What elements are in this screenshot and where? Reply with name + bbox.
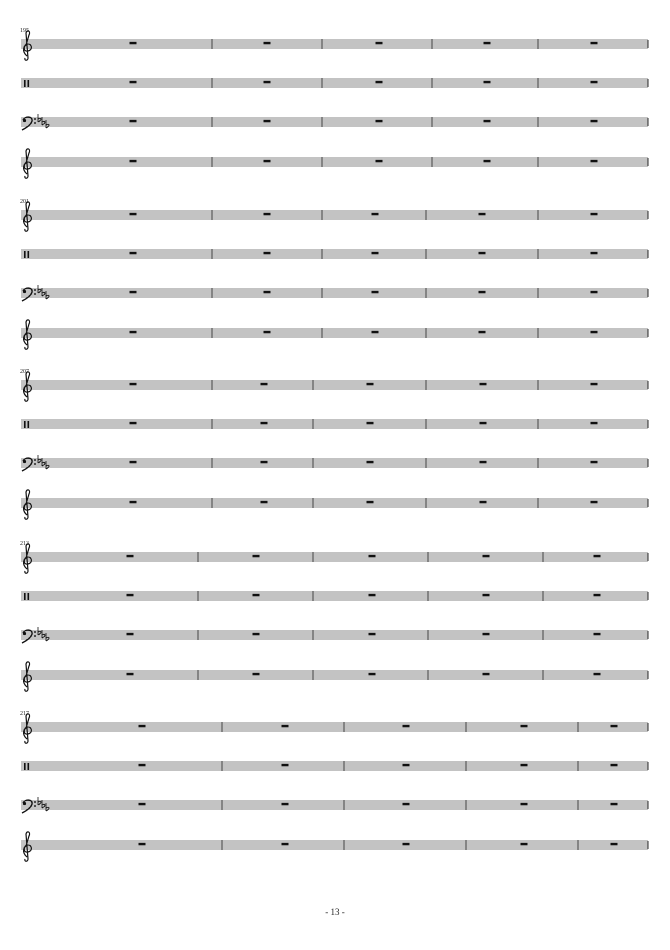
treble-staff-2	[21, 490, 648, 519]
measure-number: 217	[20, 711, 29, 717]
whole-rest	[591, 120, 598, 123]
whole-rest	[253, 594, 260, 597]
whole-rest	[372, 331, 379, 334]
whole-rest	[480, 383, 487, 386]
whole-rest	[480, 461, 487, 464]
bass-clef-icon	[22, 630, 36, 643]
whole-rest	[591, 42, 598, 45]
whole-rest	[264, 160, 271, 163]
treble-clef-icon	[24, 31, 32, 60]
percussion-staff	[21, 591, 648, 601]
whole-rest	[591, 291, 598, 294]
whole-rest	[403, 764, 410, 767]
whole-rest	[369, 555, 376, 558]
whole-rest	[282, 843, 289, 846]
percussion-staff	[21, 78, 648, 88]
whole-rest	[261, 383, 268, 386]
page-number: - 13 -	[325, 907, 345, 917]
whole-rest	[367, 461, 374, 464]
whole-rest	[479, 291, 486, 294]
whole-rest	[611, 764, 618, 767]
whole-rest	[594, 673, 601, 676]
whole-rest	[130, 331, 137, 334]
whole-rest	[264, 252, 271, 255]
whole-rest	[376, 160, 383, 163]
whole-rest	[611, 843, 618, 846]
treble-clef-icon	[24, 372, 32, 401]
whole-rest	[483, 555, 490, 558]
bass-staff	[21, 627, 648, 643]
whole-rest	[591, 383, 598, 386]
whole-rest	[127, 555, 134, 558]
whole-rest	[591, 252, 598, 255]
whole-rest	[483, 673, 490, 676]
whole-rest	[479, 331, 486, 334]
system	[21, 714, 648, 861]
whole-rest	[483, 633, 490, 636]
whole-rest	[130, 120, 137, 123]
whole-rest	[127, 594, 134, 597]
whole-rest	[130, 291, 137, 294]
whole-rest	[264, 42, 271, 45]
whole-rest	[367, 501, 374, 504]
treble-clef-icon	[24, 714, 32, 743]
whole-rest	[130, 42, 137, 45]
whole-rest	[591, 501, 598, 504]
whole-rest	[253, 673, 260, 676]
treble-staff	[21, 202, 648, 231]
treble-staff-2	[21, 832, 648, 861]
whole-rest	[521, 803, 528, 806]
bass-staff	[21, 455, 648, 471]
whole-rest	[480, 422, 487, 425]
whole-rest	[130, 81, 137, 84]
whole-rest	[369, 633, 376, 636]
treble-clef-icon	[24, 832, 32, 861]
whole-rest	[591, 331, 598, 334]
whole-rest	[594, 633, 601, 636]
treble-clef-icon	[24, 149, 32, 178]
measure-number: 201	[20, 199, 29, 205]
whole-rest	[367, 422, 374, 425]
whole-rest	[139, 843, 146, 846]
whole-rest	[139, 764, 146, 767]
whole-rest	[479, 213, 486, 216]
treble-staff	[21, 31, 648, 60]
bass-staff	[21, 285, 648, 301]
treble-staff	[21, 714, 648, 743]
whole-rest	[130, 501, 137, 504]
whole-rest	[130, 213, 137, 216]
percussion-staff	[21, 249, 648, 259]
whole-rest	[253, 633, 260, 636]
whole-rest	[264, 81, 271, 84]
treble-staff	[21, 544, 648, 573]
whole-rest	[264, 291, 271, 294]
whole-rest	[130, 461, 137, 464]
whole-rest	[372, 291, 379, 294]
whole-rest	[403, 803, 410, 806]
whole-rest	[484, 120, 491, 123]
whole-rest	[261, 501, 268, 504]
treble-staff-2	[21, 320, 648, 349]
whole-rest	[367, 383, 374, 386]
whole-rest	[594, 555, 601, 558]
whole-rest	[611, 725, 618, 728]
whole-rest	[521, 764, 528, 767]
system	[21, 372, 648, 519]
whole-rest	[376, 81, 383, 84]
bass-clef-icon	[22, 800, 36, 813]
whole-rest	[130, 160, 137, 163]
treble-staff-2	[21, 149, 648, 178]
whole-rest	[261, 461, 268, 464]
whole-rest	[403, 843, 410, 846]
system	[21, 202, 648, 349]
whole-rest	[130, 422, 137, 425]
bass-clef-icon	[22, 458, 36, 471]
whole-rest	[372, 252, 379, 255]
measure-number: 195	[20, 28, 29, 34]
whole-rest	[594, 594, 601, 597]
system	[21, 31, 648, 178]
treble-clef-icon	[24, 202, 32, 231]
system	[21, 544, 648, 691]
whole-rest	[282, 803, 289, 806]
whole-rest	[591, 422, 598, 425]
whole-rest	[591, 213, 598, 216]
whole-rest	[261, 422, 268, 425]
whole-rest	[369, 594, 376, 597]
whole-rest	[591, 160, 598, 163]
bass-staff	[21, 797, 648, 813]
whole-rest	[127, 673, 134, 676]
whole-rest	[264, 120, 271, 123]
bass-clef-icon	[22, 288, 36, 301]
whole-rest	[372, 213, 379, 216]
whole-rest	[264, 213, 271, 216]
whole-rest	[521, 725, 528, 728]
whole-rest	[130, 252, 137, 255]
whole-rest	[253, 555, 260, 558]
bass-staff	[21, 114, 648, 130]
measure-number: 207	[20, 369, 29, 375]
treble-staff	[21, 372, 648, 401]
whole-rest	[611, 803, 618, 806]
whole-rest	[484, 81, 491, 84]
bass-clef-icon	[22, 117, 36, 130]
whole-rest	[127, 633, 134, 636]
measure-number: 213	[20, 541, 29, 547]
whole-rest	[403, 725, 410, 728]
treble-clef-icon	[24, 490, 32, 519]
whole-rest	[139, 803, 146, 806]
whole-rest	[521, 843, 528, 846]
whole-rest	[484, 42, 491, 45]
whole-rest	[376, 42, 383, 45]
whole-rest	[369, 673, 376, 676]
treble-clef-icon	[24, 662, 32, 691]
whole-rest	[130, 383, 137, 386]
percussion-staff	[21, 419, 648, 429]
treble-clef-icon	[24, 544, 32, 573]
whole-rest	[591, 461, 598, 464]
whole-rest	[483, 594, 490, 597]
whole-rest	[480, 501, 487, 504]
treble-staff-2	[21, 662, 648, 691]
whole-rest	[484, 160, 491, 163]
whole-rest	[282, 725, 289, 728]
whole-rest	[479, 252, 486, 255]
percussion-staff	[21, 761, 648, 771]
whole-rest	[264, 331, 271, 334]
whole-rest	[139, 725, 146, 728]
whole-rest	[376, 120, 383, 123]
treble-clef-icon	[24, 320, 32, 349]
whole-rest	[591, 81, 598, 84]
whole-rest	[282, 764, 289, 767]
